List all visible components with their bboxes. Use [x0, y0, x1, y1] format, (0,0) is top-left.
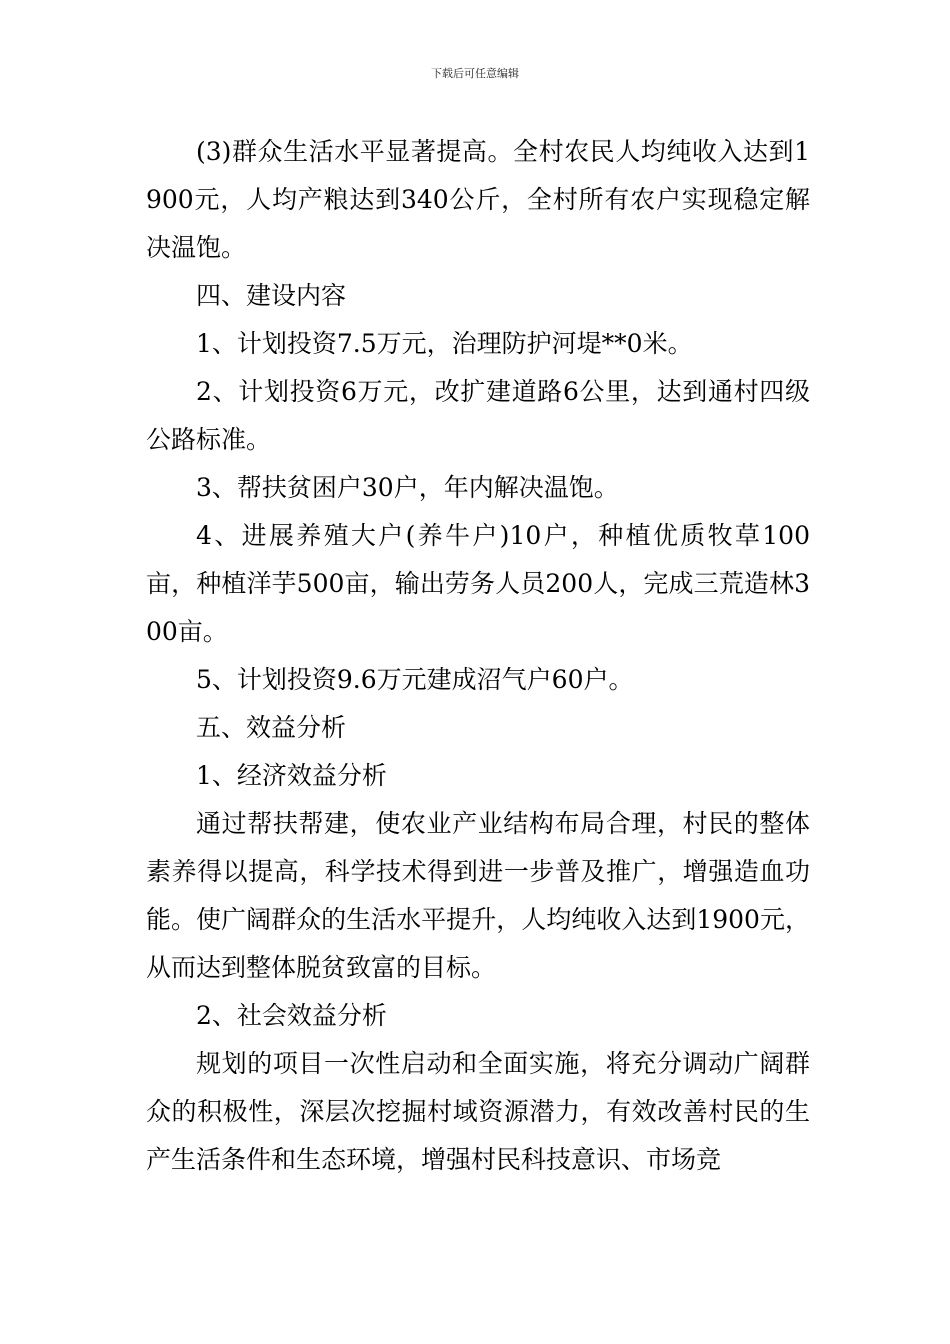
subheading-economic: 1、经济效益分析	[196, 761, 387, 790]
paragraph-social: 规划的项目一次性启动和全面实施，将充分调动广阔群众的积极性，深层次挖掘村域资源潜力，有效改善村民的生产生活条件和生态环境，增强村民科技意识、市场竞	[146, 1049, 810, 1174]
paragraph-item-1: 1、计划投资7.5万元，治理防护河堤**0米。	[196, 329, 693, 358]
page-header-note: 下载后可任意编辑	[431, 67, 519, 80]
document-body	[146, 128, 810, 1184]
paragraph-item-2: 2、计划投资6万元，改扩建道路6公里，达到通村四级公路标准。	[146, 377, 810, 454]
section-heading-construction: 四、建设内容	[196, 281, 347, 310]
subheading-social: 2、社会效益分析	[196, 1001, 387, 1030]
paragraph-item-4: 4、进展养殖大户(养牛户)10户，种植优质牧草100亩，种植洋芋500亩，输出劳务人员200人，完成三荒造林300亩。	[146, 521, 810, 646]
paragraph-living-standard: (3)群众生活水平显著提高。全村农民人均纯收入达到1900元，人均产粮达到340公斤，全村所有农户实现稳定解决温饱。	[146, 137, 810, 262]
paragraph-item-3: 3、帮扶贫困户30户，年内解决温饱。	[196, 473, 619, 502]
section-heading-benefit: 五、效益分析	[196, 713, 347, 742]
paragraph-item-5: 5、计划投资9.6万元建成沼气户60户。	[196, 665, 634, 694]
paragraph-economic: 通过帮扶帮建，使农业产业结构布局合理，村民的整体素养得以提高，科学技术得到进一步普及推广，增强造血功能。使广阔群众的生活水平提升，人均纯收入达到1900元，从而达到整体脱贫致富的目标。	[146, 809, 810, 982]
